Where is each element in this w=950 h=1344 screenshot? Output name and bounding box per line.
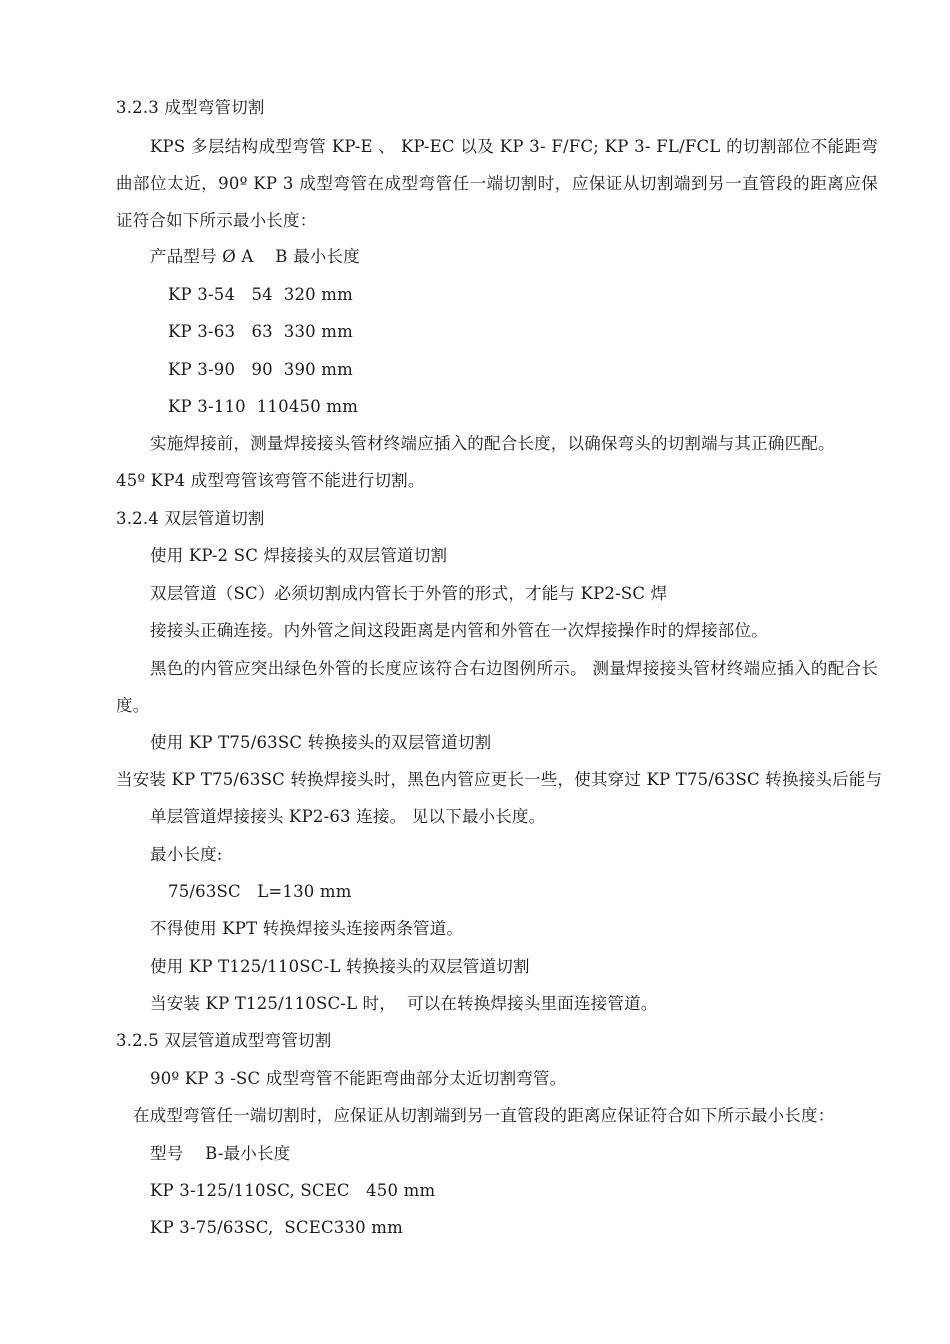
bend-table-header: 型号 B-最小长度 bbox=[150, 1144, 291, 1163]
length-table-header: 产品型号 Ø A B 最小长度 bbox=[150, 247, 360, 266]
section-3-2-4-p1b: 接接头正确连接。内外管之间这段距离是内管和外管在一次焊接操作时的焊接部位。 bbox=[150, 621, 768, 640]
length-table-row: KP 3-90 90 390 mm bbox=[168, 360, 353, 379]
section-3-2-4-sub1: 使用 KP-2 SC 焊接接头的双层管道切割 bbox=[150, 546, 448, 565]
section-3-2-4-p5: 当安装 KP T125/110SC-L 时， 可以在转换焊接头里面连接管道。 bbox=[150, 994, 658, 1013]
min-length-value: 75/63SC L=130 mm bbox=[168, 882, 352, 901]
section-3-2-5-p1: 90º KP 3 -SC 成型弯管不能距弯曲部分太近切割弯管。 bbox=[150, 1069, 567, 1088]
bend-table-row: KP 3-75/63SC, SCEC330 mm bbox=[150, 1218, 403, 1237]
section-3-2-4-p1a: 双层管道（SC）必须切割成内管长于外管的形式，才能与 KP2-SC 焊 bbox=[150, 584, 668, 603]
length-table-row: KP 3-63 63 330 mm bbox=[168, 322, 353, 341]
section-3-2-5-heading: 3.2.5 双层管道成型弯管切割 bbox=[116, 1031, 332, 1050]
section-3-2-4-p3b: 单层管道焊接接头 KP2-63 连接。 见以下最小长度。 bbox=[150, 807, 546, 826]
section-3-2-4-p2: 黑色的内管应突出绿色外管的长度应该符合右边图例所示。 测量焊接接头管材终端应插入的配合长度。 bbox=[116, 659, 878, 715]
section-3-2-5-p2: 在成型弯管任一端切割时，应保证从切割端到另一直管段的距离应保证符合如下所示最小长度： bbox=[133, 1106, 835, 1125]
section-3-2-4-sub3: 使用 KP T125/110SC-L 转换接头的双层管道切割 bbox=[150, 957, 530, 976]
section-3-2-4-heading: 3.2.4 双层管道切割 bbox=[116, 509, 265, 528]
section-3-2-3-note1: 实施焊接前，测量焊接接头管材终端应插入的配合长度，以确保弯头的切割端与其正确匹配。 bbox=[150, 434, 835, 453]
length-table-row: KP 3-110 110450 mm bbox=[168, 397, 359, 416]
length-table-row: KP 3-54 54 320 mm bbox=[168, 285, 353, 304]
bend-table-row: KP 3-125/110SC, SCEC 450 mm bbox=[150, 1181, 436, 1200]
section-3-2-4-p3a: 当安装 KP T75/63SC 转换焊接头时，黑色内管应更长一些，使其穿过 KP T75/63SC 转换接头后能与 bbox=[116, 770, 883, 789]
section-3-2-3-intro: KPS 多层结构成型弯管 KP-E 、 KP-EC 以及 KP 3- F/FC; KP 3- FL/FCL 的切割部位不能距弯曲部位太近，90º KP 3 成型弯管在成型弯管任一端切割时，应保证从切割端到另一直管段的距离应保证符合如下所示最小长度： bbox=[116, 137, 878, 230]
section-3-2-4-p4: 不得使用 KPT 转换焊接头连接两条管道。 bbox=[150, 919, 464, 938]
section-3-2-3-note2: 45º KP4 成型弯管该弯管不能进行切割。 bbox=[116, 471, 425, 490]
section-3-2-4-sub2: 使用 KP T75/63SC 转换接头的双层管道切割 bbox=[150, 733, 492, 752]
min-length-label: 最小长度: bbox=[150, 845, 223, 864]
section-3-2-3-heading: 3.2.3 成型弯管切割 bbox=[116, 98, 265, 117]
